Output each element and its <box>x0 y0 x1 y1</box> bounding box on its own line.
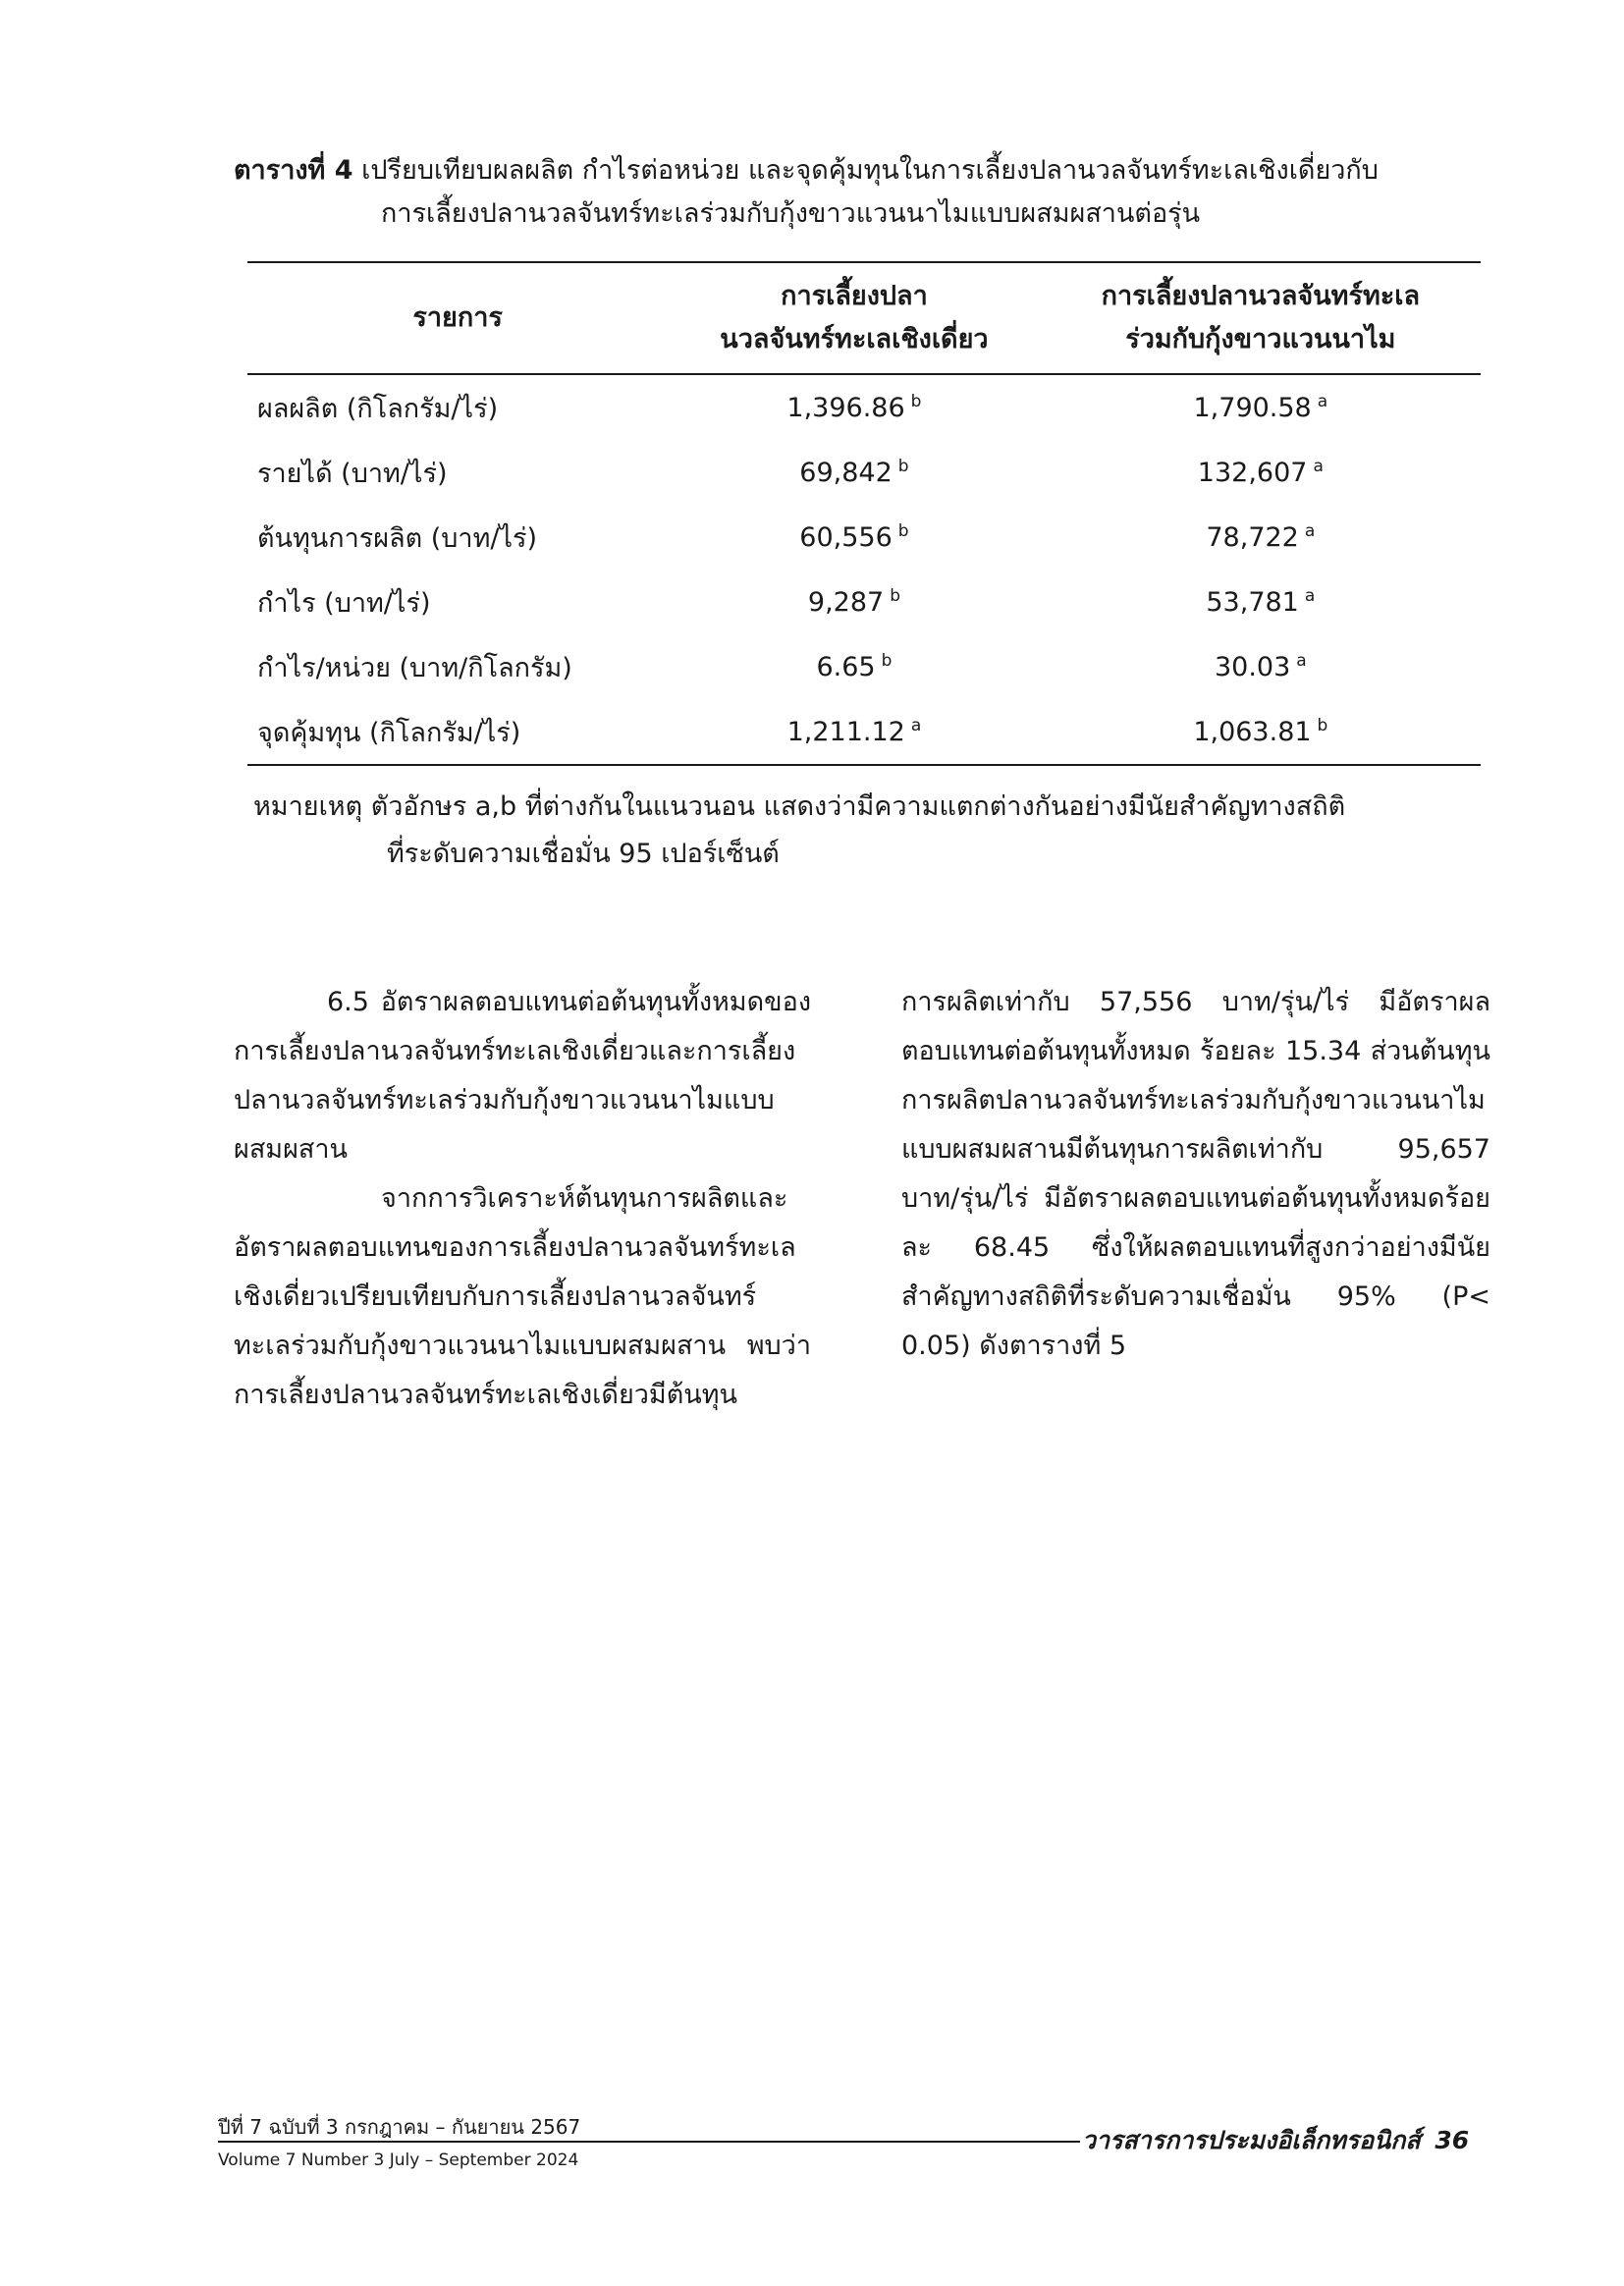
table-note-line2: ที่ระดับความเชื่อมั่น 95 เปอร์เซ็นต์ <box>387 839 780 869</box>
footer-journal-name <box>1082 2121 1469 2160</box>
table-caption-text-line2: การเลี้ยงปลานวลจันทร์ทะเลร่วมกับกุ้งขาวแวนนาไมแบบผสมผสานต่อรุ่น <box>381 198 1201 229</box>
row-mixed-value: 53,781 $^a$ <box>1206 586 1316 618</box>
row-mixed-value: 78,722 $^a$ <box>1206 521 1316 553</box>
table-caption-label: ตารางที่ 4 <box>234 155 353 186</box>
table-row <box>247 570 1481 634</box>
significance-letter: b <box>897 457 909 476</box>
table-row <box>247 505 1481 570</box>
header-single-line1: การเลี้ยงปลา <box>781 281 928 311</box>
header-single-culture <box>668 262 1040 374</box>
table-row <box>247 699 1481 765</box>
row-item: ผลผลิต (กิโลกรัม/ไร่) <box>257 393 499 424</box>
significance-letter: a <box>1304 586 1316 606</box>
significance-letter: b <box>1317 716 1328 735</box>
row-item: กำไร/หน่วย (บาท/กิโลกรัม) <box>257 652 572 683</box>
significance-letter: b <box>881 651 893 671</box>
section-6-5-heading: 6.5 อัตราผลตอบแทนต่อต้นทุนทั้งหมดของการเลี้ยงปลานวลจันทร์ทะเลเชิงเดี่ยวและการเลี้ยงปลานวลจันทร์ทะเลร่วมกับกุ้งขาวแวนนาไมแบบผสมผสาน <box>234 987 811 1165</box>
significance-letter: a <box>1304 521 1316 541</box>
row-mixed-value: 1,063.81 $^b$ <box>1193 716 1328 747</box>
row-single-value: 69,842 $^b$ <box>799 457 909 488</box>
body-column-right <box>901 978 1490 1371</box>
significance-letter: a <box>1317 392 1328 411</box>
body-paragraph: การผลิตเท่ากับ 57,556 บาท/รุ่น/ไร่ มีอัตราผลตอบแทนต่อต้นทุนทั้งหมด ร้อยละ 15.34 ส่วนต้นทุนการผลิตปลานวลจันทร์ทะเลร่วมกับกุ้งขาวแวนนาไมแบบผสมผสานมีต้นทุนการผลิตเท่ากับ 95,657 บาท/รุ่น/ไร่ มีอัตราผลตอบแทนต่อต้นทุนทั้งหมดร้อยละ 68.45 ซึ่งให้ผลตอบแทนที่สูงกว่าอย่างมีนัยสำคัญทางสถิติที่ระดับความเชื่อมั่น 95% (P< 0.05) ดังตารางที่ 5 <box>901 987 1490 1361</box>
row-item: ต้นทุนการผลิต (บาท/ไร่) <box>257 522 538 554</box>
row-mixed-value: 132,607 $^a$ <box>1197 457 1324 488</box>
row-single-value: 9,287 $^b$ <box>807 586 900 618</box>
significance-letter: b <box>910 392 922 411</box>
journal-title: วารสารการประมงอิเล็กทรอนิกส์ <box>1082 2126 1421 2154</box>
footer-rule <box>218 2141 1080 2143</box>
significance-letter: a <box>1313 457 1324 476</box>
significance-letter: b <box>890 586 900 606</box>
comparison-table <box>247 261 1481 766</box>
footer-issue-thai: ปีที่ 7 ฉบับที่ 3 กรกฎาคม – กันยายน 2567 <box>218 2115 581 2139</box>
row-single-value: 1,396.86 $^b$ <box>786 392 922 423</box>
significance-letter: a <box>910 716 922 735</box>
row-mixed-value: 30.03 $^a$ <box>1214 651 1307 682</box>
table-caption <box>234 149 1490 236</box>
table-row <box>247 374 1481 440</box>
significance-letter: a <box>1296 651 1307 671</box>
page-number: 36 <box>1435 2126 1470 2154</box>
header-mixed-line2: ร่วมกับกุ้งขาวแวนนาไม <box>1125 324 1396 354</box>
header-item: รายการ <box>412 302 503 333</box>
row-single-value: 6.65 $^b$ <box>816 651 893 682</box>
row-mixed-value: 1,790.58 $^a$ <box>1193 392 1328 423</box>
table-row <box>247 440 1481 505</box>
row-item: กำไร (บาท/ไร่) <box>257 587 431 619</box>
table-note-line1: หมายเหตุ ตัวอักษร a,b ที่ต่างกันในแนวนอน แสดงว่ามีความแตกต่างกันอย่างมีนัยสำคัญทางสถิติ <box>253 791 1346 822</box>
header-mixed-line1: การเลี้ยงปลานวลจันทร์ทะเล <box>1101 281 1421 311</box>
header-single-line2: นวลจันทร์ทะเลเชิงเดี่ยว <box>720 324 989 354</box>
header-mixed-culture <box>1041 262 1481 374</box>
row-item: รายได้ (บาท/ไร่) <box>257 458 448 489</box>
row-single-value: 1,211.12 $^a$ <box>786 716 922 747</box>
body-column-left <box>234 978 811 1420</box>
body-paragraph: จากการวิเคราะห์ต้นทุนการผลิตและอัตราผลตอบแทนของการเลี้ยงปลานวลจันทร์ทะเลเชิงเดี่ยวเปรียบเทียบกับการเลี้ยงปลานวลจันทร์ทะเลร่วมกับกุ้งขาวแวนนาไมแบบผสมผสาน พบว่า การเลี้ยงปลานวลจันทร์ทะเลเชิงเดี่ยวมีต้นทุน <box>234 1183 811 1410</box>
row-item: จุดคุ้มทุน (กิโลกรัม/ไร่) <box>257 717 521 748</box>
significance-letter: b <box>897 521 909 541</box>
footer-issue-english: Volume 7 Number 3 July – September 2024 <box>218 2150 579 2170</box>
table-note <box>253 784 1490 878</box>
table-row <box>247 634 1481 699</box>
table-header-row <box>247 262 1481 374</box>
table-caption-text-line1: เปรียบเทียบผลผลิต กำไรต่อหน่วย และจุดคุ้มทุนในการเลี้ยงปลานวลจันทร์ทะเลเชิงเดี่ยวกับ <box>361 155 1379 186</box>
row-single-value: 60,556 $^b$ <box>799 521 909 553</box>
